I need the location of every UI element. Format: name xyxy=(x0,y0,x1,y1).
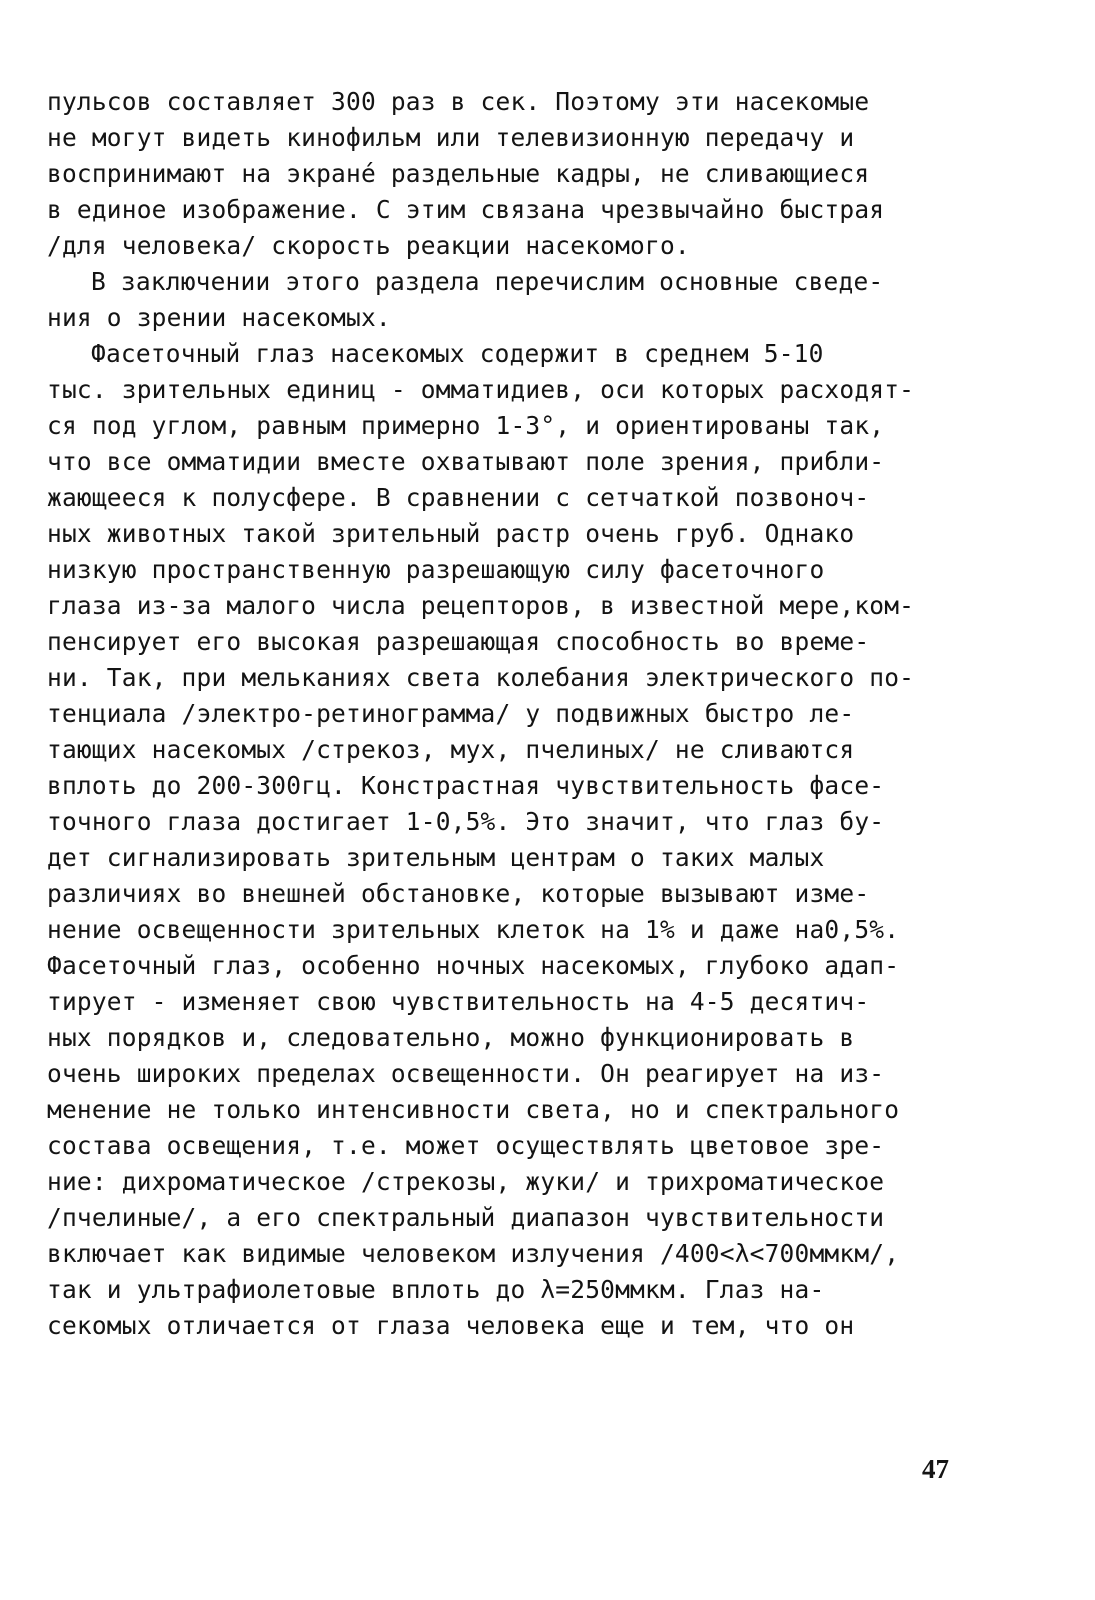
text-line: нение освещенности зрительных клеток на 1% и даже на0,5%. xyxy=(47,915,900,944)
text-line: очень широких пределах освещенности. Он реагирует на из- xyxy=(47,1059,885,1088)
text-line: ния о зрении насекомых. xyxy=(47,303,391,332)
text-line: Фасеточный глаз, особенно ночных насекомых, глубоко адап- xyxy=(47,951,900,980)
text-line: менение не только интенсивности света, но и спектрального xyxy=(47,1095,900,1124)
text-line: пульсов составляет 300 раз в сек. Поэтому эти насекомые xyxy=(47,87,870,116)
text-line: тенциала /электро-ретинограмма/ у подвижных быстро ле- xyxy=(47,699,855,728)
text-line: тающих насекомых /стрекоз, мух, пчелиных/ не сливаются xyxy=(47,735,855,764)
text-line: пенсирует его высокая разрешающая способность во време- xyxy=(47,627,870,656)
text-line: точного глаза достигает 1-0,5%. Это значит, что глаз бу- xyxy=(47,807,885,836)
text-line: ние: дихроматическое /стрекозы, жуки/ и трихроматическое xyxy=(47,1167,885,1196)
text-line: в единое изображение. С этим связана чрезвычайно быстрая xyxy=(47,195,885,224)
text-line: ных порядков и, следовательно, можно функционировать в xyxy=(47,1023,855,1052)
text-line: /пчелиные/, а его спектральный диапазон чувствительности xyxy=(47,1203,885,1232)
text-line: воспринимают на экранé раздельные кадры, не сливающиеся xyxy=(47,159,870,188)
text-line: не могут видеть кинофильм или телевизионную передачу и xyxy=(47,123,855,152)
text-line: тирует - изменяет свою чувствительность на 4-5 десятич- xyxy=(47,987,870,1016)
paragraph-start-line: В заключении этого раздела перечислим основные сведе- xyxy=(91,267,884,296)
text-line: вплоть до 200-300гц. Констрастная чувствительность фасе- xyxy=(47,771,885,800)
text-line: состава освещения, т.е. может осуществлять цветовое зре- xyxy=(47,1131,885,1160)
text-line: ся под углом, равным примерно 1-3°, и ориентированы так, xyxy=(47,411,885,440)
text-line: дет сигнализировать зрительным центрам о таких малых xyxy=(47,843,825,872)
text-line: что все омматидии вместе охватывают поле зрения, прибли- xyxy=(47,447,885,476)
text-line: ни. Так, при мельканиях света колебания электрического по- xyxy=(47,663,915,692)
text-line: тыс. зрительных единиц - омматидиев, оси которых расходят- xyxy=(47,375,915,404)
text-line: жающееся к полусфере. В сравнении с сетчаткой позвоноч- xyxy=(47,483,870,512)
paragraph-start-line: Фасеточный глаз насекомых содержит в среднем 5-10 xyxy=(91,339,824,368)
text-line: ных животных такой зрительный растр очень груб. Однако xyxy=(47,519,855,548)
text-line: /для человека/ скорость реакции насекомого. xyxy=(47,231,690,260)
body-text xyxy=(47,84,1047,1344)
text-line: включает как видимые человеком излучения /400<λ<700ммкм/, xyxy=(47,1239,900,1268)
text-line: глаза из-за малого числа рецепторов, в известной мере,ком- xyxy=(47,591,915,620)
text-line: секомых отличается от глаза человека еще и тем, что он xyxy=(47,1311,855,1340)
text-line: низкую пространственную разрешающую силу фасеточного xyxy=(47,555,825,584)
text-line: различиях во внешней обстановке, которые вызывают изме- xyxy=(47,879,870,908)
text-line: так и ультрафиолетовые вплоть до λ=250ммкм. Глаз на- xyxy=(47,1275,825,1304)
page-number: 47 xyxy=(922,1454,949,1484)
